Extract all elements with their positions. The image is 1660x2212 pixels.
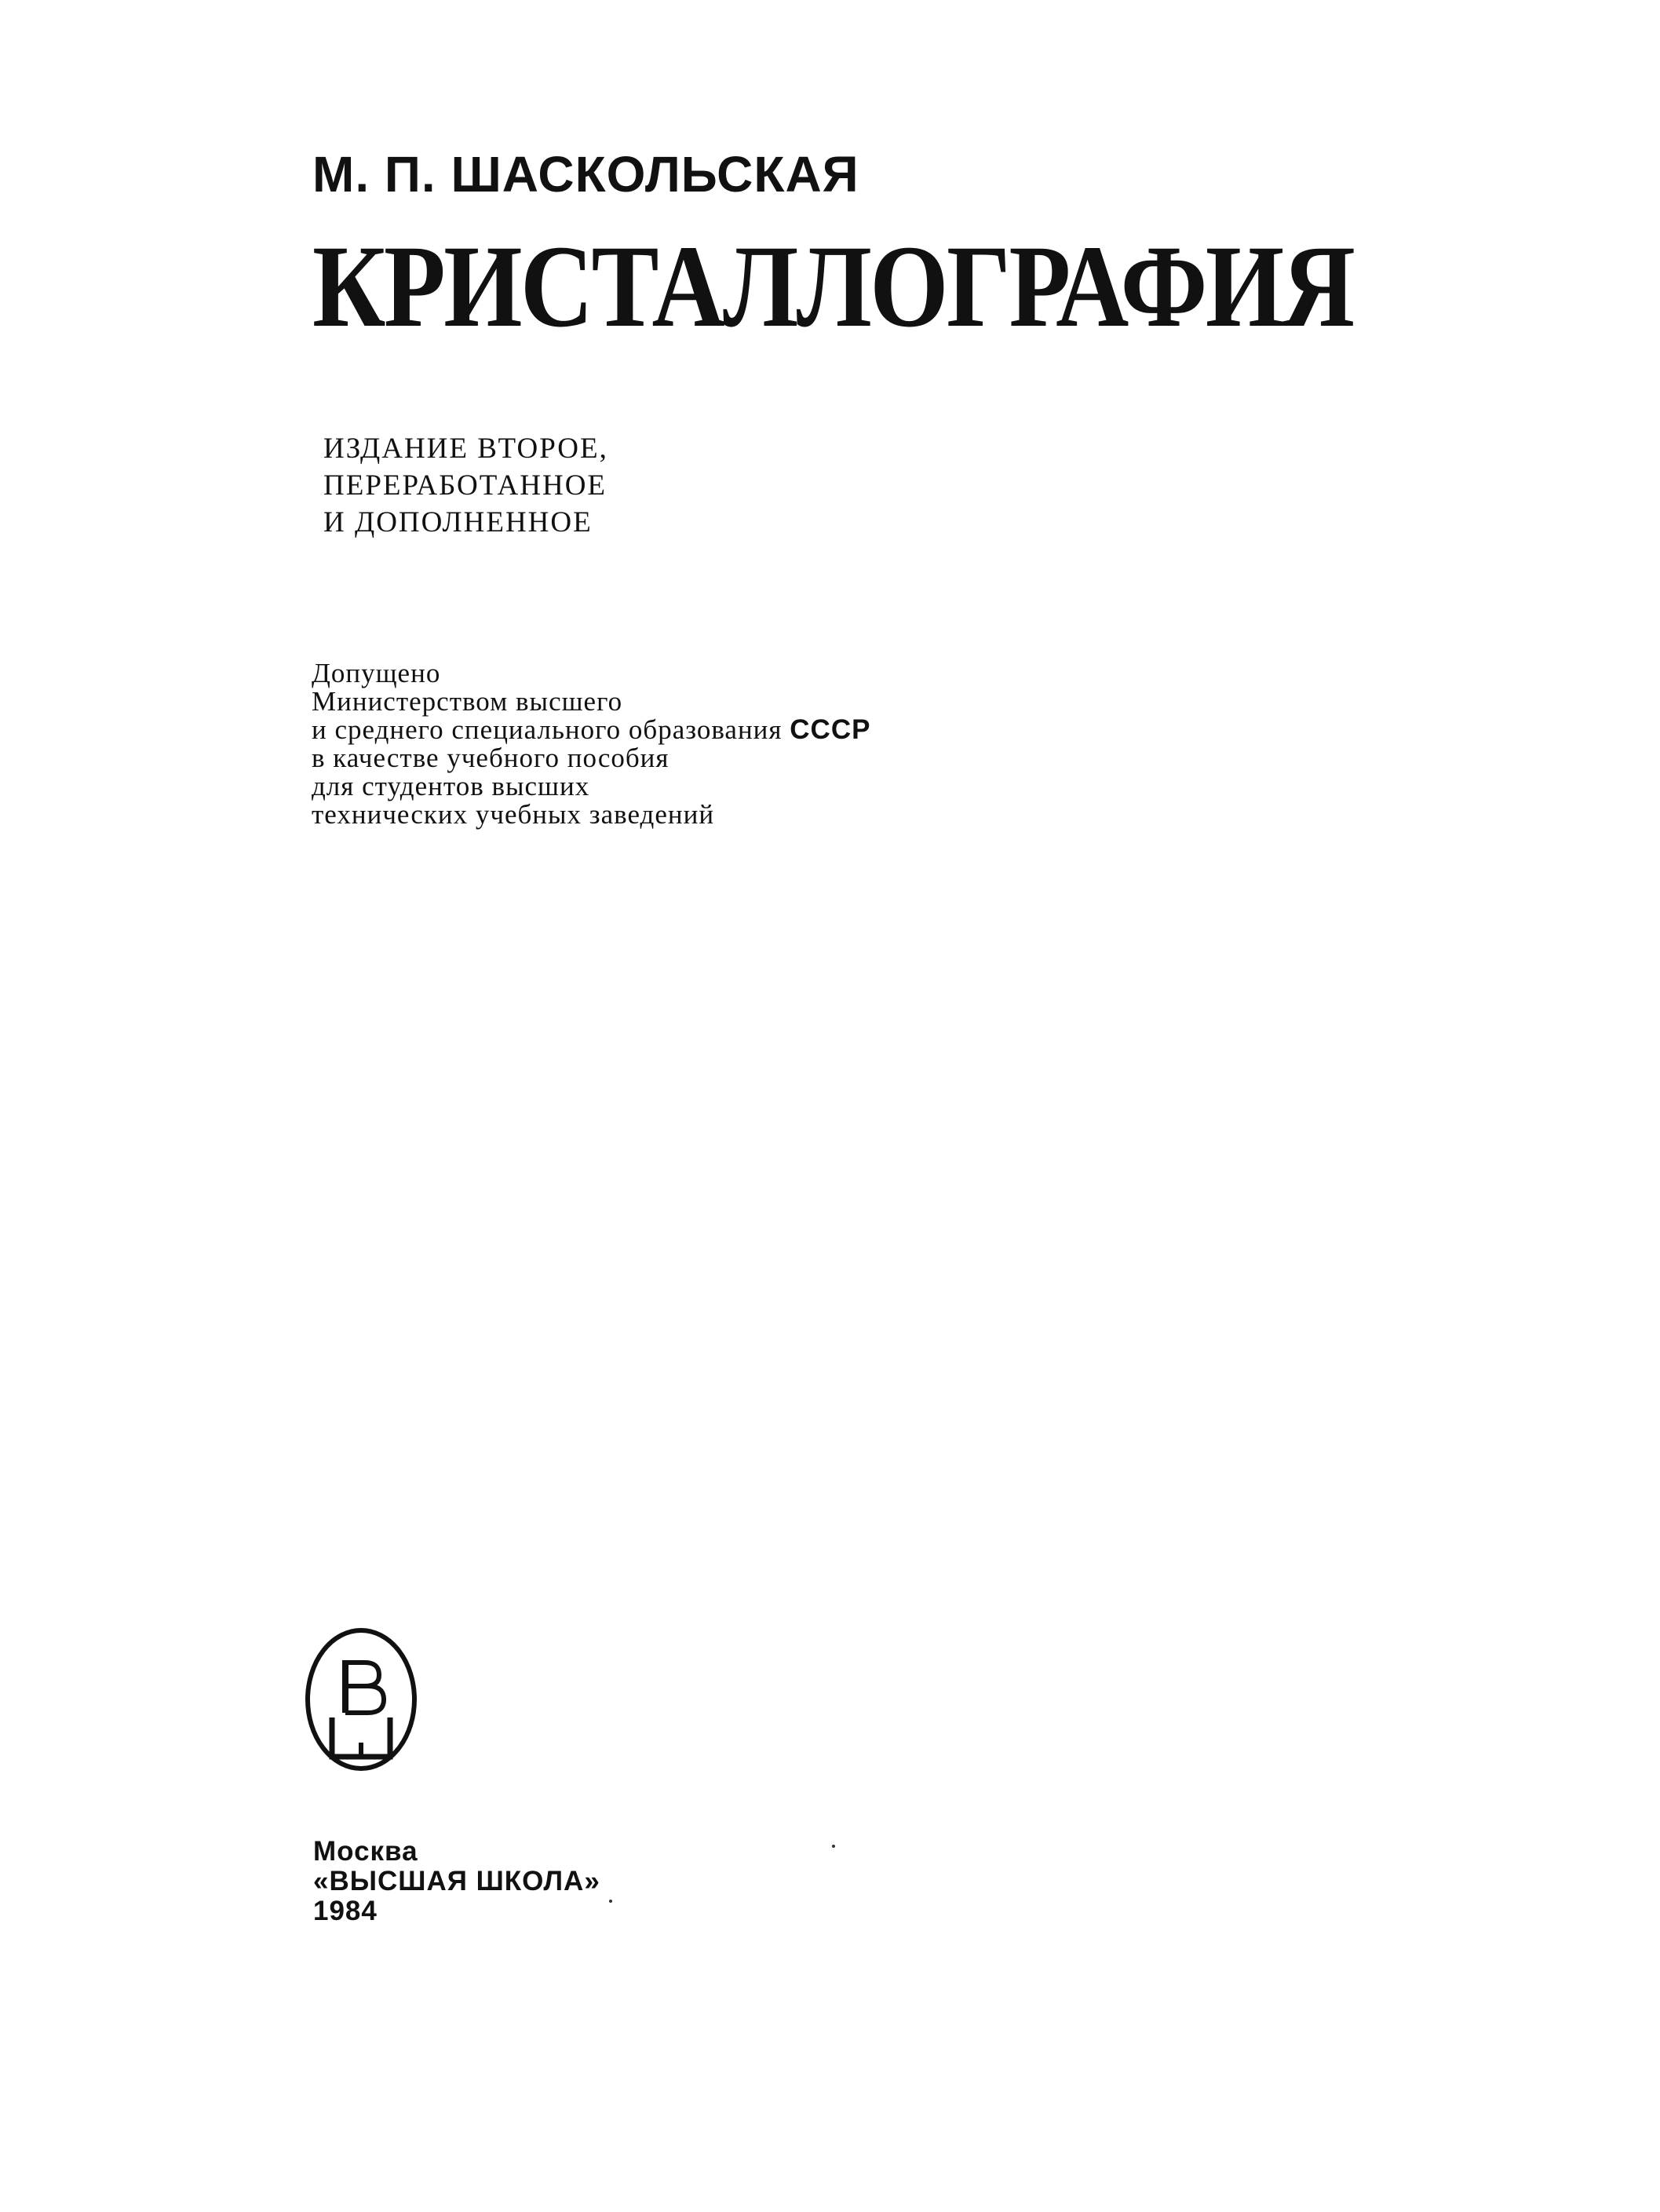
- author-name: М. П. ШАСКОЛЬСКАЯ: [312, 146, 859, 203]
- scan-speck: [609, 1900, 612, 1903]
- edition-line: ИЗДАНИЕ ВТОРОЕ,: [323, 433, 608, 465]
- publication-year: 1984: [313, 1896, 378, 1926]
- approval-line: технических учебных заведений: [312, 799, 715, 830]
- approval-line-text: и среднего специального образования: [312, 714, 790, 745]
- approval-line: в качестве учебного пособия: [312, 743, 669, 773]
- edition-line: ПЕРЕРАБОТАННОЕ: [323, 469, 607, 502]
- approval-line: [312, 716, 870, 744]
- publisher-info: [313, 1837, 600, 1926]
- edition-note: [323, 430, 608, 541]
- approval-line: для студентов высших: [312, 771, 590, 801]
- approval-line: Допущено: [312, 658, 441, 688]
- publisher-city: Москва: [313, 1836, 418, 1867]
- scan-speck: [832, 1845, 835, 1848]
- publisher-name: «ВЫСШАЯ ШКОЛА»: [313, 1866, 600, 1896]
- country-abbreviation: СССР: [790, 714, 871, 745]
- publisher-logo-icon: [302, 1625, 420, 1774]
- approval-statement: [312, 659, 870, 829]
- book-title: КРИСТАЛЛОГРАФИЯ: [312, 221, 1354, 352]
- edition-line: И ДОПОЛНЕННОЕ: [323, 506, 593, 538]
- approval-line: Министерством высшего: [312, 686, 623, 717]
